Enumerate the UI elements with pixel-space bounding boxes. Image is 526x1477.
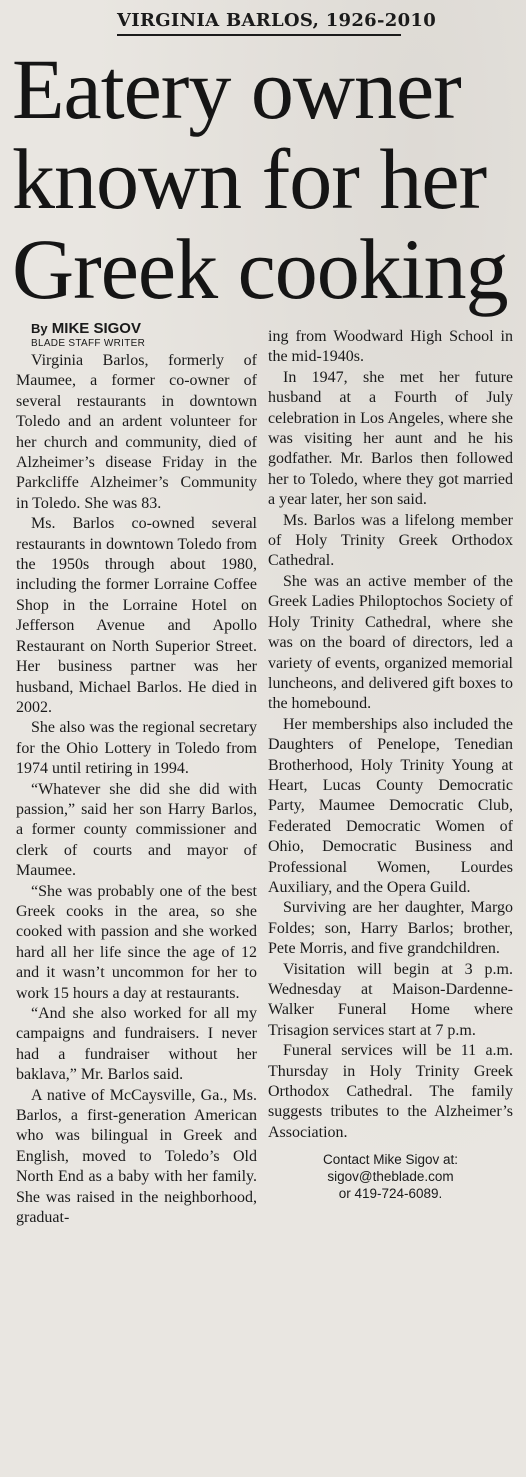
headline-line-2: known for her (12, 131, 487, 227)
contact-line: Contact Mike Sigov at: (322, 1152, 459, 1168)
paragraph: She also was the regional secretary for the Ohio Lottery in Toledo from 1974 until retiring in 1994. (16, 719, 257, 778)
paragraph: A native of McCaysville, Ga., Ms. Barlos, a first-generation American who was bilingual in Greek and English, moved to Toledo’s Old North End as a baby with her family. She was raised in the neighborhood, graduat- (16, 1086, 257, 1227)
contact-email: sigov@theblade.com (327, 1169, 454, 1185)
byline-author: MIKE SIGOV (51, 320, 141, 337)
obituary-kicker: VIRGINIA BARLOS, 1926-2010 (117, 10, 401, 36)
headline-line-3: Greek cooking (12, 221, 508, 317)
paragraph: Visitation will begin at 3 p.m. Wednesday at Maison-Dardenne-Walker Funeral Home where Trisagion services start at 7 p.m. (268, 960, 513, 1039)
paragraph: Her memberships also included the Daughters of Penelope, Tenedian Brotherhood, Holy Trinity Young at Heart, Lucas County Democratic Party, Maumee Democratic Club, Federated Democratic Women of Ohio, Democratic Business and Professional Women, Lourdes Auxiliary, and the Opera Guild. (268, 715, 513, 896)
contact-block (268, 1151, 513, 1202)
paragraph: “She was probably one of the best Greek cooks in the area, so she cooked with passion and she worked hard all her life since the age of 12 and it wasn’t uncommon for her to work 15 hours a day at restaurants. (16, 882, 257, 1002)
paragraph: Surviving are her daughter, Margo Foldes; son, Harry Barlos; brother, Pete Morris, and five grandchildren. (268, 899, 513, 958)
byline-role: BLADE STAFF WRITER (31, 338, 146, 349)
paragraph: She was an active member of the Greek Ladies Philoptochos Society of Holy Trinity Cathedral, where she was on the board of directors, led a variety of events, organized memorial luncheons, and delivered gift boxes to the homebound. (268, 572, 513, 713)
paragraph: Virginia Barlos, formerly of Maumee, a former co-owner of several restaurants in downtown Toledo and an ardent volunteer for her church and community, died of Alzheimer’s disease Friday in the Parkcliffe Alzheimer’s Community in Toledo. She was 83. (16, 352, 257, 512)
paragraph: “And she also worked for all my campaigns and fundraisers. I never had a fundraiser without her baklava,” Mr. Barlos said. (16, 1005, 257, 1084)
byline-prefix: By (31, 321, 48, 336)
article-column-right (268, 327, 513, 1202)
byline (16, 320, 257, 337)
contact-phone: or 419-724-6089. (338, 1186, 443, 1202)
paragraph: Funeral services will be 11 a.m. Thursday in Holy Trinity Greek Orthodox Cathedral. The family suggests tributes to the Alzheimer’s Association. (268, 1042, 513, 1141)
paragraph: In 1947, she met her future husband at a Fourth of July celebration in Los Angeles, where she was visiting her aunt and he his godfather. Mr. Barlos then followed her to Toledo, where they got married a year later, her son said. (268, 368, 513, 509)
headline-line-1: Eatery owner (12, 41, 461, 137)
paragraph: Ms. Barlos co-owned several restaurants in downtown Toledo from the 1950s through about 1980, including the former Lorraine Coffee Shop in the Lorraine Hotel on Jefferson Avenue and Apollo Restaurant on North Superior Street. Her business partner was her husband, Michael Barlos. He died in 2002. (16, 515, 257, 716)
article-column-left (16, 320, 257, 1228)
paragraph: Ms. Barlos was a lifelong member of Holy Trinity Greek Orthodox Cathedral. (268, 511, 513, 570)
paragraph-continuation: ing from Woodward High School in the mid-1940s. (268, 328, 513, 366)
headline (12, 41, 518, 317)
paragraph: “Whatever she did she did with passion,” said her son Harry Barlos, a former county commissioner and clerk of courts and mayor of Maumee. (16, 780, 257, 880)
